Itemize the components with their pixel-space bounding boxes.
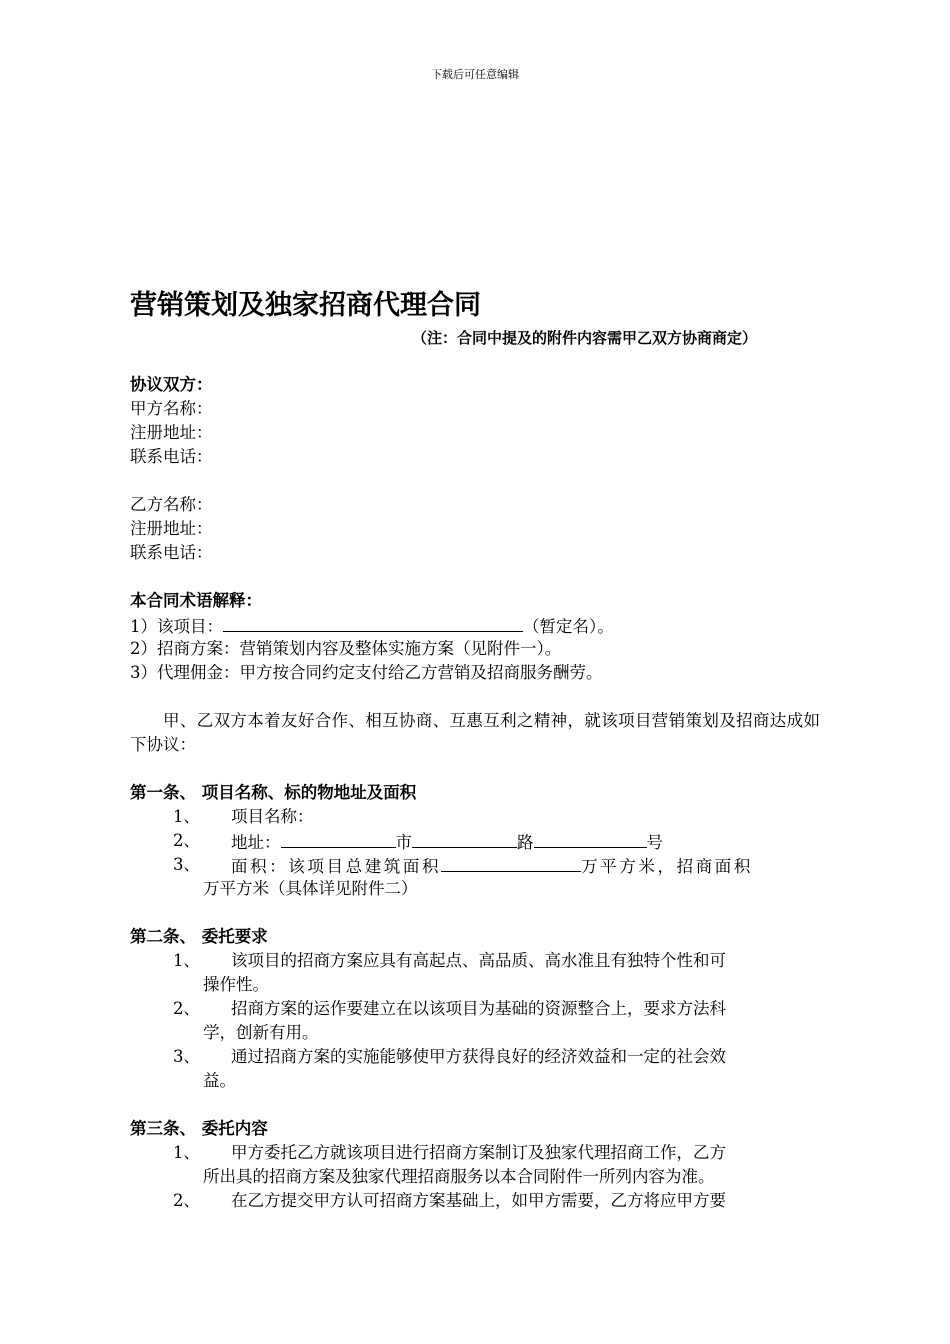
project-name-blank — [223, 613, 523, 632]
item-number: 3、 — [173, 855, 200, 874]
terms-heading: 本合同术语解释： — [130, 591, 262, 610]
city-blank — [281, 829, 396, 848]
party-a-name-label: 甲方名称： — [130, 399, 213, 418]
item-text-cont: 所出具的招商方案及独家代理招商服务以本合同附件一所列内容为准。 — [203, 1167, 715, 1186]
article-1-heading: 第一条、 项目名称、标的物地址及面积 — [130, 783, 417, 802]
number-label: 号 — [646, 833, 663, 852]
item-text: 在乙方提交甲方认可招商方案基础上，如甲方需要，乙方将应甲方要 — [231, 1191, 726, 1210]
party-b-address-label: 注册地址： — [130, 519, 213, 538]
area-text-a: 面积：该项目总建筑面积 — [231, 857, 442, 876]
item-number: 2、 — [173, 831, 200, 850]
item-text: 通过招商方案的实施能够使甲方获得良好的经济效益和一定的社会效 — [231, 1047, 726, 1066]
city-label: 市 — [395, 833, 412, 852]
term-1-suffix: （暂定名）。 — [523, 617, 614, 636]
term-2: 2）招商方案：营销策划内容及整体实施方案（见附件一）。 — [130, 639, 562, 658]
item-text: 该项目的招商方案应具有高起点、高品质、高水准且有独特个性和可 — [231, 951, 726, 970]
area-text-b: 万平方米，招商面积 — [581, 857, 754, 876]
number-blank — [534, 829, 647, 848]
road-label: 路 — [517, 833, 534, 852]
party-a-phone-label: 联系电话： — [130, 447, 213, 466]
term-3: 3）代理佣金：甲方按合同约定支付给乙方营销及招商服务酬劳。 — [130, 663, 603, 682]
item-number: 1、 — [173, 1143, 200, 1162]
item-number: 1、 — [173, 951, 200, 970]
total-area-blank — [441, 853, 581, 872]
article-3-heading: 第三条、 委托内容 — [130, 1119, 268, 1138]
item-number: 1、 — [173, 807, 200, 826]
item-text: 招商方案的运作要建立在以该项目为基础的资源整合上，要求方法科 — [231, 999, 726, 1018]
term-1-prefix: 1）该项目： — [130, 617, 223, 636]
party-a-address-label: 注册地址： — [130, 423, 213, 442]
road-blank — [412, 829, 517, 848]
parties-heading: 协议双方： — [130, 375, 213, 394]
document-subnote: （注：合同中提及的附件内容需甲乙双方协商商定） — [412, 329, 758, 347]
item-number: 3、 — [173, 1047, 200, 1066]
item-text-cont: 学，创新有用。 — [203, 1023, 319, 1042]
item-number: 2、 — [173, 1191, 200, 1210]
document-title: 营销策划及独家招商代理合同 — [130, 290, 481, 321]
area-text-c: 万平方米（具体详见附件二） — [203, 879, 418, 898]
party-b-phone-label: 联系电话： — [130, 543, 213, 562]
address-label: 地址： — [231, 833, 281, 852]
item-text-cont: 益。 — [203, 1071, 236, 1090]
item-text: 甲方委托乙方就该项目进行招商方案制订及独家代理招商工作，乙方 — [231, 1143, 726, 1162]
article-2-heading: 第二条、 委托要求 — [130, 927, 268, 946]
item-text-cont: 操作性。 — [203, 975, 269, 994]
page-header-note: 下载后可任意编辑 — [431, 68, 519, 81]
term-1 — [130, 613, 614, 639]
party-b-name-label: 乙方名称： — [130, 495, 213, 514]
item-text: 项目名称： — [231, 807, 314, 826]
item-number: 2、 — [173, 999, 200, 1018]
intro-paragraph: 甲、乙双方本着友好合作、相互协商、互惠互利之精神，就该项目营销策划及招商达成如下协议： — [130, 711, 820, 754]
